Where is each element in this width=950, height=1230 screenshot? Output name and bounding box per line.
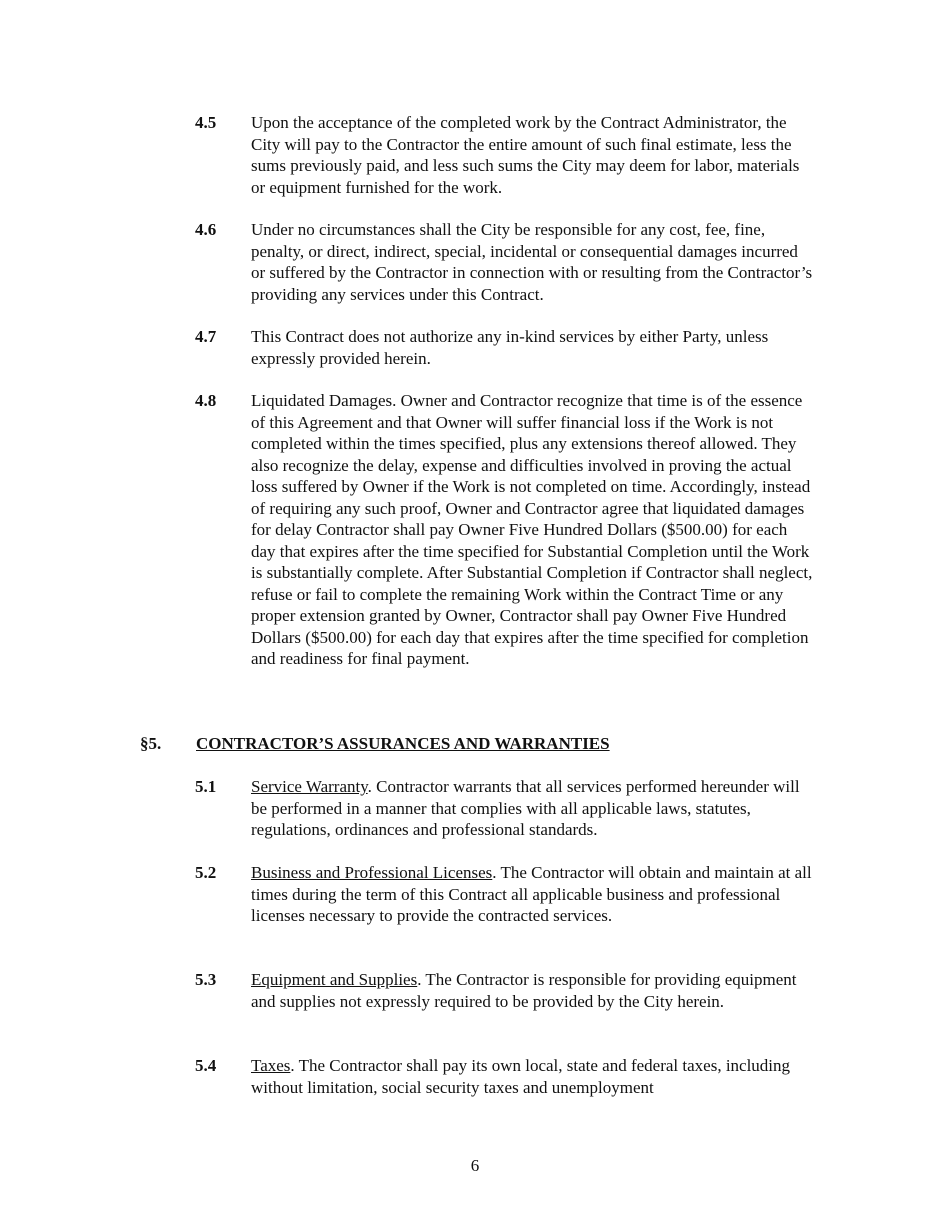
clause-number: 4.5: [195, 113, 217, 132]
clause-text: Liquidated Damages. Owner and Contractor recognize that time is of the essence of this Agreement and that Owner will suffer financial loss if the Work is not completed within the times specified, plus any extensions thereof allowed. They also recognize the delay, expense and difficulties involved in proving the actual loss suffered by Owner if the Work is not completed on time. Accordingly, instead of requiring any such proof, Owner and Contractor agree that liquidated damages for delay Contractor shall pay Owner Five Hundred Dollars ($500.00) for each day that expires after the time specified for Substantial Completion until the Work is substantially complete. After Substantial Completion if Contractor shall neglect, refuse or fail to complete the remaining Work within the Contract Time or any proper extension granted by Owner, Contractor shall pay Owner Five Hundred Dollars ($500.00) for each day that expires after the time specified for completion and readiness for final payment.: [251, 391, 813, 668]
clause-number: 5.3: [195, 970, 217, 989]
clause-number: 5.4: [195, 1056, 217, 1075]
clause-text: Upon the acceptance of the completed work by the Contract Administrator, the City will pay to the Contractor the entire amount of such final estimate, less the sums previously paid, and less such sums the City may deem for labor, materials or equipment furnished for the work.: [251, 113, 800, 197]
clause-number: 5.2: [195, 863, 217, 882]
clause-text: [251, 969, 813, 1012]
clause-heading: Equipment and Supplies: [251, 970, 418, 989]
clause-text: [251, 776, 813, 841]
clause-number: 4.7: [195, 327, 217, 346]
clause-heading: Service Warranty: [251, 777, 368, 796]
clause-number: 5.1: [195, 777, 217, 796]
clause-5-2: [195, 862, 825, 927]
clause-number: 4.8: [195, 391, 217, 410]
clause-4-6: [195, 219, 825, 305]
section-title: CONTRACTOR’S ASSURANCES AND WARRANTIES: [196, 734, 610, 753]
clause-heading: Business and Professional Licenses: [251, 863, 493, 882]
clause-4-5: [195, 112, 825, 198]
section-number: §5.: [140, 734, 162, 753]
clause-body: . The Contractor will obtain and maintain at all times during the term of this Contract all applicable business and professional licenses necessary to provide the contracted services.: [251, 863, 812, 925]
clause-4-7: [195, 326, 825, 369]
clause-text: This Contract does not authorize any in-kind services by either Party, unless expressly provided herein.: [251, 327, 769, 368]
clause-number: 4.6: [195, 220, 217, 239]
section-5-heading: [140, 733, 840, 755]
clause-heading: Taxes: [251, 1056, 291, 1075]
clause-body: . The Contractor is responsible for providing equipment and supplies not expressly required to be provided by the City herein.: [251, 970, 797, 1011]
clause-text: Under no circumstances shall the City be responsible for any cost, fee, fine, penalty, or direct, indirect, special, incidental or consequential damages incurred or suffered by the Contractor in connection with or resulting from the Contractor’s providing any services under this Contract.: [251, 220, 813, 304]
clause-5-1: [195, 776, 825, 841]
clause-body: . Contractor warrants that all services performed hereunder will be performed in a manner that complies with all applicable laws, statutes, regulations, ordinances and professional standards.: [251, 777, 800, 839]
clause-text: [251, 862, 813, 927]
clause-5-4: [195, 1055, 825, 1098]
clause-body: . The Contractor shall pay its own local, state and federal taxes, including without limitation, social security taxes and unemployment: [251, 1056, 791, 1097]
clause-5-3: [195, 969, 825, 1012]
clause-text: [251, 1055, 813, 1098]
page-number: 6: [470, 1156, 480, 1175]
clause-4-8: [195, 390, 825, 670]
